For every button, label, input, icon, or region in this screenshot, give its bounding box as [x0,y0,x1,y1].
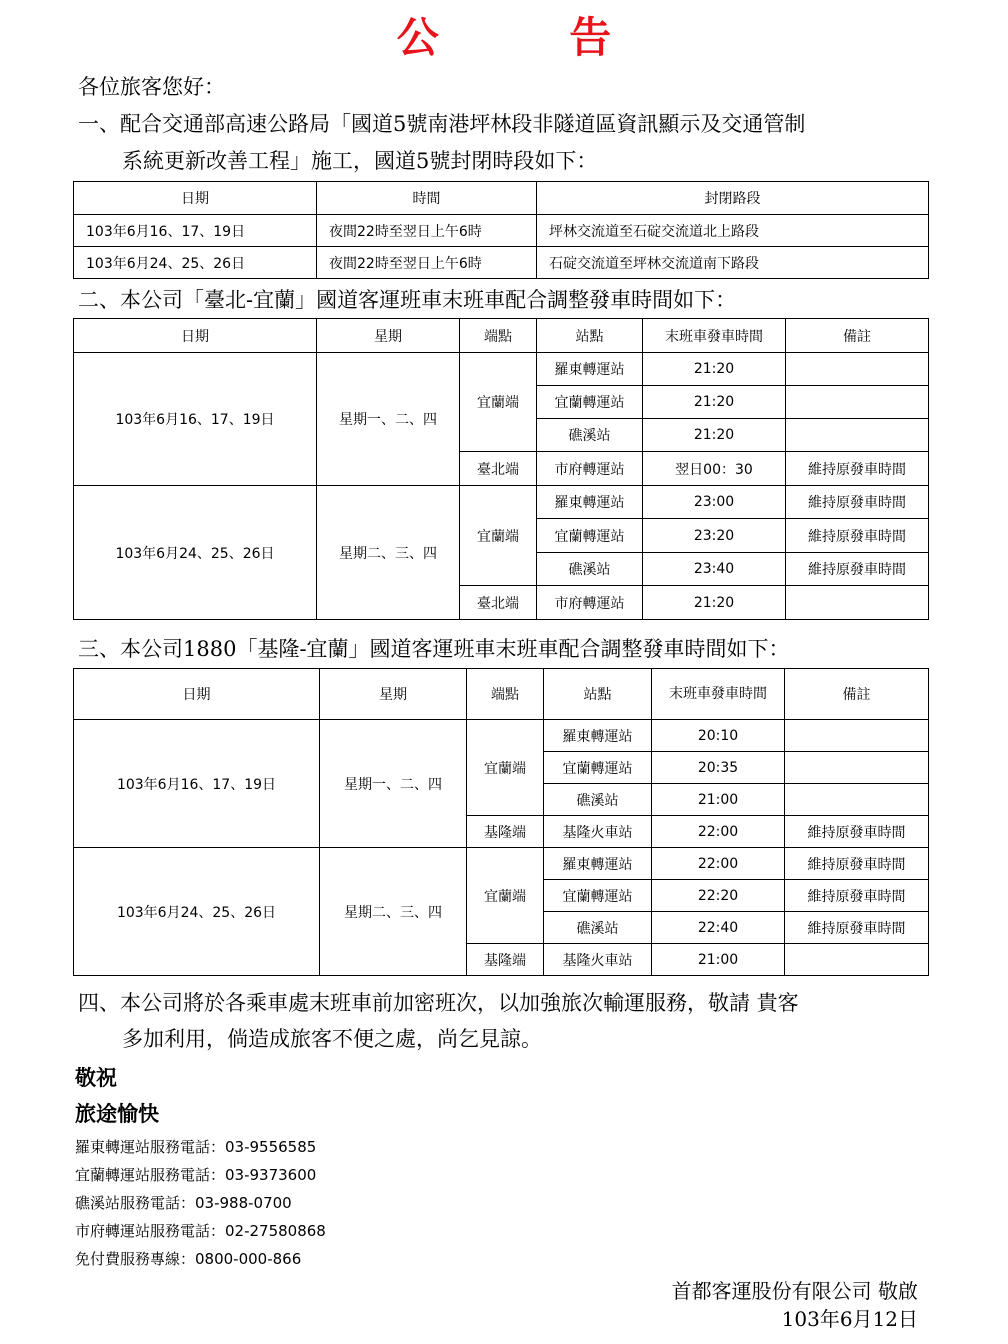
note: 維持原發車時間 [785,848,929,880]
end-point: 宜蘭端 [460,353,537,452]
note: 維持原發車時間 [785,816,929,848]
header-note: 備註 [786,319,929,353]
last-bus-time: 21:00 [652,784,785,816]
group-weekday: 星期二、三、四 [317,486,460,620]
last-bus-time: 20:35 [652,752,785,784]
taipei-yilan-table [73,318,929,620]
group-weekday: 星期一、二、四 [317,353,460,486]
stop-name: 羅東轉運站 [544,720,652,752]
last-bus-time: 21:20 [643,586,786,620]
stop-name: 基隆火車站 [544,944,652,976]
last-bus-time: 21:20 [643,353,786,386]
end-point: 臺北端 [460,452,537,486]
end-point: 臺北端 [460,586,537,620]
group-date: 103年6月16、17、19日 [74,353,317,486]
stop-name: 礁溪站 [544,912,652,944]
stop-name: 羅東轉運站 [544,848,652,880]
section4-line2: 多加利用，倘造成旅客不便之處，尚乞見諒。 [122,1027,542,1051]
last-bus-time: 21:00 [652,944,785,976]
greeting: 各位旅客您好： [78,75,225,99]
closure-date: 103年6月24、25、26日 [74,247,317,279]
header-stop: 站點 [544,669,652,720]
last-bus-time: 22:00 [652,816,785,848]
stop-name: 羅東轉運站 [537,486,643,519]
last-bus-time: 23:20 [643,519,786,553]
closure-section: 石碇交流道至坪林交流道南下路段 [537,247,929,279]
last-bus-time: 21:20 [643,386,786,419]
note [786,419,929,452]
note: 維持原發車時間 [786,486,929,519]
signature: 首都客運股份有限公司 敬啟 [671,1279,918,1303]
stop-name: 礁溪站 [537,553,643,586]
contact-jiaoxi: 礁溪站服務電話：03-988-0700 [75,1194,292,1212]
stop-name: 宜蘭轉運站 [537,519,643,553]
closure-date: 103年6月16、17、19日 [74,215,317,247]
last-bus-time: 22:20 [652,880,785,912]
group-date: 103年6月16、17、19日 [74,720,320,848]
contact-city-hall: 市府轉運站服務電話：02-27580868 [75,1222,326,1240]
contact-tollfree: 免付費服務專線：0800-000-866 [75,1250,302,1268]
section1-line2: 系統更新改善工程」施工，國道5號封閉時段如下： [122,149,598,173]
section1-line1: 一、配合交通部高速公路局「國道5號南港坪林段非隧道區資訊顯示及交通管制 [78,112,806,136]
last-bus-time: 20:10 [652,720,785,752]
note: 維持原發車時間 [785,880,929,912]
stop-name: 宜蘭轉運站 [544,880,652,912]
last-bus-time: 23:00 [643,486,786,519]
header-last-bus: 末班車發車時間 [652,669,785,720]
last-bus-time: 翌日00：30 [643,452,786,486]
header-weekday: 星期 [320,669,467,720]
section3-heading: 三、本公司1880「基隆-宜蘭」國道客運班車末班車配合調整發車時間如下： [78,637,790,661]
note [785,784,929,816]
note: 維持原發車時間 [785,912,929,944]
keelung-yilan-table [73,668,929,976]
sign-date: 103年6月12日 [781,1307,918,1331]
header-last-bus: 末班車發車時間 [643,319,786,353]
note [785,720,929,752]
contact-yilan: 宜蘭轉運站服務電話：03-9373600 [75,1166,317,1184]
group-date: 103年6月24、25、26日 [74,848,320,976]
header-stop: 站點 [537,319,643,353]
stop-name: 礁溪站 [537,419,643,452]
stop-name: 基隆火車站 [544,816,652,848]
group-date: 103年6月24、25、26日 [74,486,317,620]
note: 維持原發車時間 [786,519,929,553]
note [785,752,929,784]
note [786,586,929,620]
notice-title: 公 告 [396,13,670,62]
closure-table [73,181,929,279]
header-date: 日期 [74,319,317,353]
contact-list [75,1133,326,1273]
end-point: 宜蘭端 [467,720,544,816]
stop-name: 宜蘭轉運站 [544,752,652,784]
stop-name: 市府轉運站 [537,452,643,486]
header-end: 端點 [467,669,544,720]
group-weekday: 星期一、二、四 [320,720,467,848]
note: 維持原發車時間 [786,553,929,586]
last-bus-time: 22:40 [652,912,785,944]
contact-luodong: 羅東轉運站服務電話：03-9556585 [75,1138,317,1156]
closing-regards: 敬祝 [75,1065,117,1090]
closing-wish: 旅途愉快 [75,1101,159,1126]
closure-section: 坪林交流道至石碇交流道北上路段 [537,215,929,247]
end-point: 宜蘭端 [467,848,544,944]
last-bus-time: 21:20 [643,419,786,452]
closure-time: 夜間22時至翌日上午6時 [317,215,537,247]
header-weekday: 星期 [317,319,460,353]
note: 維持原發車時間 [786,452,929,486]
header-date: 日期 [74,182,317,215]
stop-name: 羅東轉運站 [537,353,643,386]
group-weekday: 星期二、三、四 [320,848,467,976]
header-date: 日期 [74,669,320,720]
note [785,944,929,976]
stop-name: 宜蘭轉運站 [537,386,643,419]
note [786,353,929,386]
section4-line1: 四、本公司將於各乘車處末班車前加密班次，以加強旅次輸運服務，敬請 貴客 [78,991,799,1015]
last-bus-time: 22:00 [652,848,785,880]
stop-name: 礁溪站 [544,784,652,816]
last-bus-time: 23:40 [643,553,786,586]
stop-name: 市府轉運站 [537,586,643,620]
end-point: 基隆端 [467,816,544,848]
end-point: 宜蘭端 [460,486,537,586]
section2-heading: 二、本公司「臺北-宜蘭」國道客運班車末班車配合調整發車時間如下： [78,288,737,312]
closure-time: 夜間22時至翌日上午6時 [317,247,537,279]
end-point: 基隆端 [467,944,544,976]
header-section: 封閉路段 [537,182,929,215]
header-end: 端點 [460,319,537,353]
note [786,386,929,419]
header-time: 時間 [317,182,537,215]
header-note: 備註 [785,669,929,720]
